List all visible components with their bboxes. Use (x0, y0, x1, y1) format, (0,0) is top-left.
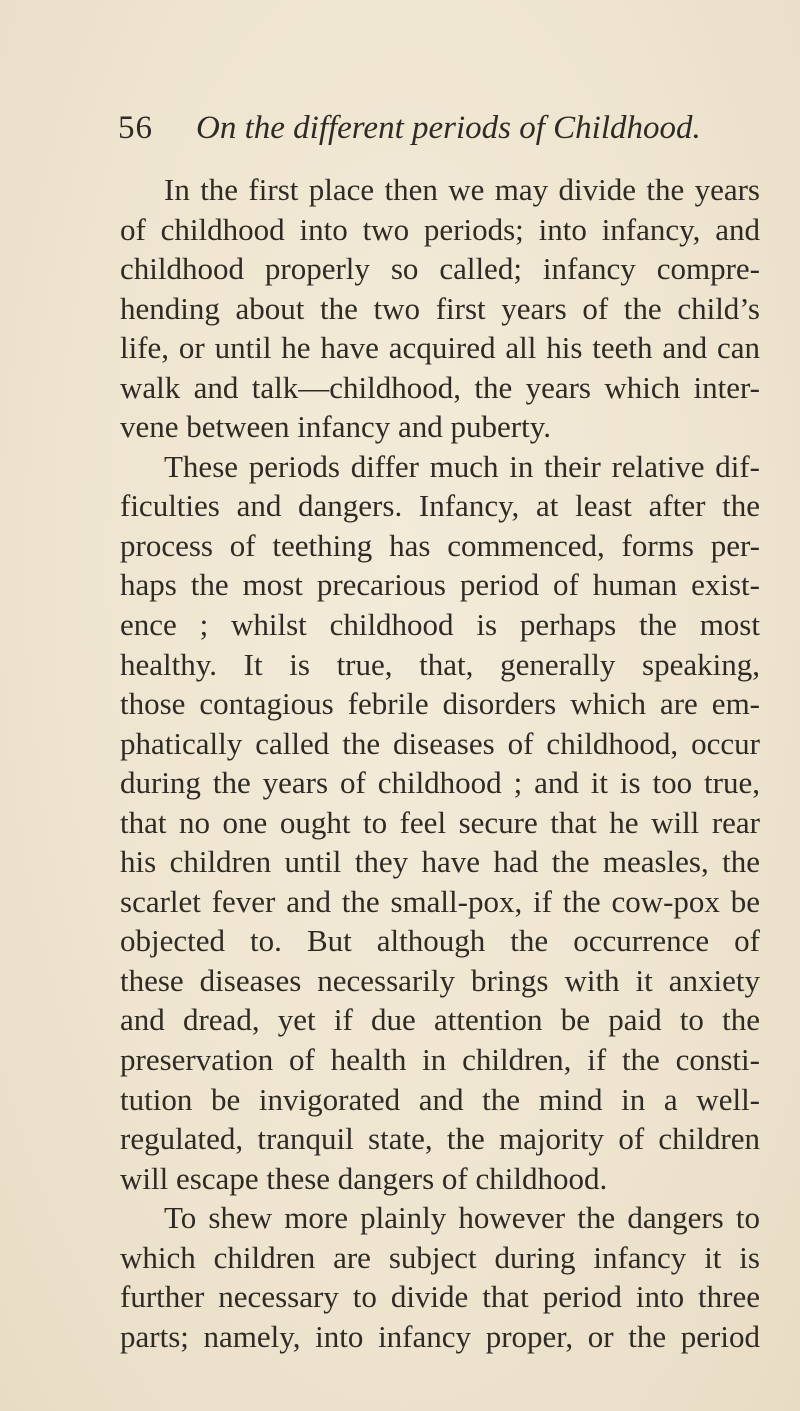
text-line: his children until they have had the measles, the (120, 844, 760, 880)
text-line: during the years of childhood ; and it is too true, (120, 765, 760, 801)
text-line: those contagious febrile disorders which are em- (120, 686, 760, 722)
text-line: further necessary to divide that period into three (120, 1279, 760, 1315)
paragraph-2 (120, 447, 760, 1198)
text-line: preservation of health in children, if the consti- (120, 1042, 760, 1078)
text-line: haps the most precarious period of human exist- (120, 567, 760, 603)
text-line: objected to. But although the occurrence of (120, 923, 760, 959)
text-line: regulated, tranquil state, the majority of children (120, 1121, 760, 1157)
text-line: healthy. It is true, that, generally speaking, (120, 646, 760, 682)
text-line: which children are subject during infancy it is (120, 1239, 760, 1275)
text-line: process of teething has commenced, forms per- (120, 527, 760, 563)
text-line: these diseases necessarily brings with it anxiety (120, 962, 760, 998)
running-head (118, 106, 740, 150)
text-line: These periods differ much in their relative dif- (164, 448, 760, 484)
text-line: walk and talk—childhood, the years which inter- (120, 369, 760, 405)
text-line: life, or until he have acquired all his teeth and can (120, 330, 760, 366)
text-line: scarlet fever and the small-pox, if the cow-pox be (120, 883, 760, 919)
text-line: ence ; whilst childhood is perhaps the most (120, 607, 760, 643)
text-line: In the first place then we may divide the years (164, 172, 760, 207)
text-line: tution be invigorated and the mind in a well- (120, 1081, 760, 1117)
paragraph-1 (120, 170, 760, 447)
body-text (120, 170, 760, 1356)
text-line: that no one ought to feel secure that he will rear (120, 804, 760, 840)
text-line: childhood properly so called; infancy compre- (120, 251, 760, 287)
page-number: 56 (118, 110, 153, 146)
text-line: of childhood into two periods; into infancy, and (120, 211, 760, 247)
text-line: will escape these dangers of childhood. (120, 1160, 608, 1196)
text-line: parts; namely, into infancy proper, or the period (120, 1318, 760, 1354)
text-line: phatically called the diseases of childhood, occur (120, 725, 760, 761)
paragraph-3 (120, 1198, 760, 1356)
text-line: ficulties and dangers. Infancy, at least after the (120, 488, 760, 524)
running-head-title: On the different periods of Childhood. (196, 110, 701, 146)
text-line: and dread, yet if due attention be paid to the (120, 1002, 760, 1038)
text-line: vene between infancy and puberty. (120, 409, 551, 445)
text-line: hending about the two first years of the child’s (120, 290, 760, 326)
text-line: To shew more plainly however the dangers to (164, 1200, 760, 1236)
